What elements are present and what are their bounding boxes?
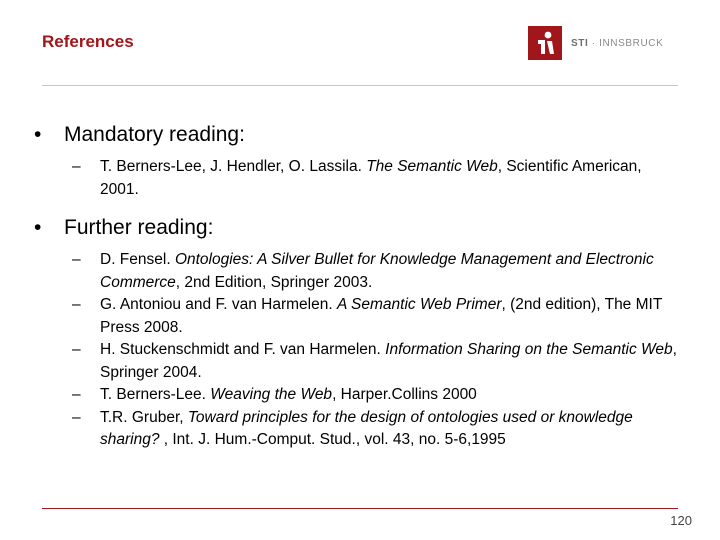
reference-title: Toward principles for the design of ontologies used or knowledge sharing?: [100, 408, 633, 448]
footer-divider: [42, 508, 678, 509]
reference-details: , Int. J. Hum.-Comput. Stud., vol. 43, no. 5-6,1995: [163, 431, 506, 448]
slide-title: References: [42, 32, 134, 51]
reference-details: , 2nd Edition, Springer 2003.: [175, 273, 373, 291]
dash-mark: –: [72, 408, 81, 426]
slide-content: [34, 122, 684, 466]
reference-item: [72, 249, 684, 294]
reference-authors: T. Berners-Lee, J. Hendler, O. Lassila.: [100, 158, 367, 175]
reference-text: [100, 294, 684, 339]
mandatory-reading-list: [72, 156, 684, 201]
reference-title: The Semantic Web: [366, 158, 498, 175]
logo-brand: STI: [571, 37, 589, 49]
section-heading: Further reading:: [64, 216, 214, 239]
reference-text: [100, 249, 684, 294]
reference-text: [100, 407, 684, 452]
bullet-mandatory-reading: [34, 122, 684, 148]
reference-authors: T. Berners-Lee.: [100, 386, 211, 403]
sti-person-icon: [528, 26, 562, 60]
reference-details: , Scientific American, 2001.: [100, 158, 642, 198]
reference-text: [100, 339, 684, 384]
reference-text: [100, 156, 684, 201]
reference-item: [72, 339, 684, 384]
reference-title: A Semantic Web Primer: [336, 296, 502, 313]
further-reading-list: [72, 249, 684, 452]
reference-authors: T.R. Gruber,: [100, 408, 188, 426]
logo-separator: ·: [591, 37, 596, 49]
reference-item: [72, 156, 684, 201]
reference-text: [100, 384, 684, 407]
reference-title: Weaving the Web: [210, 386, 333, 403]
dash-mark: –: [72, 341, 81, 358]
dash-mark: –: [72, 158, 81, 175]
bullet-mark: •: [34, 216, 42, 239]
section-heading: Mandatory reading:: [64, 123, 245, 146]
bullet-further-reading: [34, 215, 684, 241]
reference-authors: D. Fensel.: [100, 251, 175, 268]
sti-innsbruck-logo: [528, 26, 663, 60]
dash-mark: –: [72, 296, 81, 313]
reference-item: [72, 407, 684, 452]
bullet-mark: •: [34, 123, 42, 146]
header-divider: [42, 85, 678, 86]
reference-details: , (2nd edition), The MIT Press 2008.: [100, 296, 663, 336]
page-number: 120: [670, 513, 692, 528]
reference-details: , Springer 2004.: [100, 341, 677, 381]
reference-item: [72, 384, 684, 407]
reference-item: [72, 294, 684, 339]
dash-mark: –: [72, 251, 81, 268]
logo-location: INNSBRUCK: [599, 37, 664, 49]
reference-authors: G. Antoniou and F. van Harmelen.: [100, 296, 337, 313]
reference-authors: H. Stuckenschmidt and F. van Harmelen.: [100, 341, 386, 358]
logo-text: [571, 38, 663, 49]
reference-title: Ontologies: A Silver Bullet for Knowledge Management and Electronic Commerce: [100, 251, 654, 291]
reference-title: Information Sharing on the Semantic Web: [385, 341, 673, 358]
dash-mark: –: [72, 386, 81, 403]
reference-details: , Harper.Collins 2000: [332, 386, 477, 403]
